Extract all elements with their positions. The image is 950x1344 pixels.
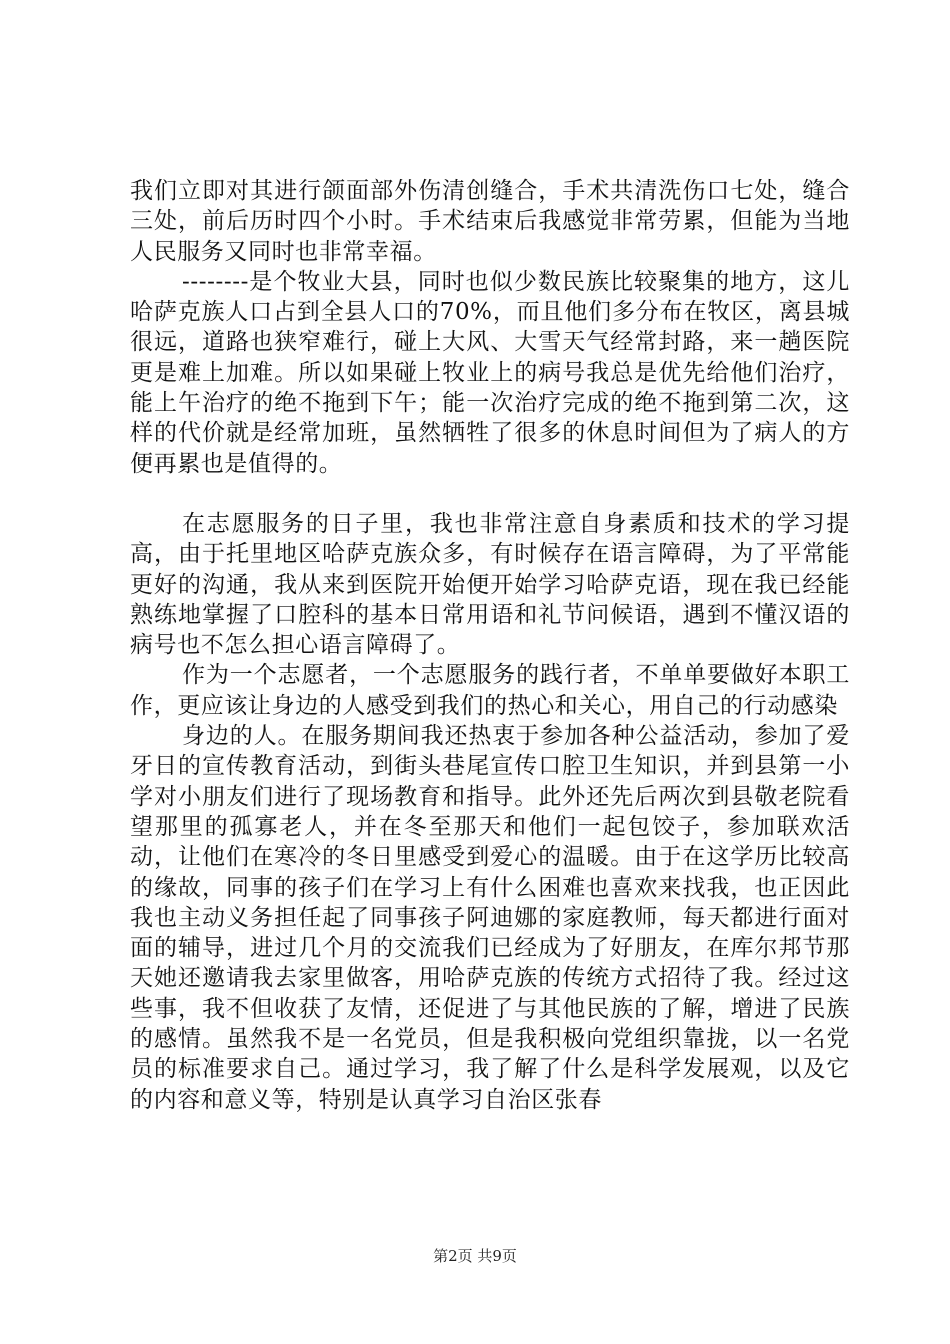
paragraph-language: 在志愿服务的日子里，我也非常注意自身素质和技术的学习提高，由于托里地区哈萨克族众多，有时候存在语言障碍，为了平常能更好的沟通，我从来到医院开始便开始学习哈萨克语，现在我已经能熟练地掌握了口腔科的基本日常用语和礼节问候语，遇到不懂汉语的病号也不怎么担心语言障碍了。 (130, 510, 850, 659)
document-body (130, 176, 850, 1115)
paragraph-surgery: 我们立即对其进行颌面部外伤清创缝合，手术共清洗伤口七处，缝合三处，前后历时四个小时。手术结束后我感觉非常劳累，但能为当地人民服务又同时也非常幸福。 (130, 178, 850, 265)
paragraph-county: --------是个牧业大县，同时也似少数民族比较聚集的地方，这儿哈萨克族人口占到全县人口的70%，而且他们多分布在牧区，离县城很远，道路也狭窄难行，碰上大风、大雪天气经常封路，来一趟医院更是难上加难。所以如果碰上牧业上的病号我总是优先给他们治疗，能上午治疗的绝不拖到下午；能一次治疗完成的绝不拖到第二次，这样的代价就是经常加班，虽然牺牲了很多的休息时间但为了病人的方便再累也是值得的。 (130, 268, 850, 477)
page-number: 第2页 共9页 (433, 1247, 517, 1265)
paragraph-activities: 身边的人。在服务期间我还热衷于参加各种公益活动，参加了爱牙日的宣传教育活动，到街头巷尾宣传口腔卫生知识，并到县第一小学对小朋友们进行了现场教育和指导。此外还先后两次到县敬老院看望那里的孤寡老人，并在冬至那天和他们一起包饺子，参加联欢活动，让他们在寒冷的冬日里感受到爱心的温暖。由于在这学历比较高的缘故，同事的孩子们在学习上有什么困难也喜欢来找我，也正因此我也主动义务担任起了同事孩子阿迪娜的家庭教师，每天都进行面对面的辅导，进过几个月的交流我们已经成为了好朋友，在库尔邦节那天她还邀请我去家里做客，用哈萨克族的传统方式招待了我。经过这些事，我不但收获了友情，还促进了与其他民族的了解，增进了民族的感情。虽然我不是一名党员，但是我积极向党组织靠拢，以一名党员的标准要求自己。通过学习，我了解了什么是科学发展观，以及它的内容和意义等，特别是认真学习自治区张春 (130, 723, 850, 1113)
paragraph-volunteer: 作为一个志愿者，一个志愿服务的践行者，不单单要做好本职工作，更应该让身边的人感受到我们的热心和关心，用自己的行动感染 (130, 662, 850, 719)
